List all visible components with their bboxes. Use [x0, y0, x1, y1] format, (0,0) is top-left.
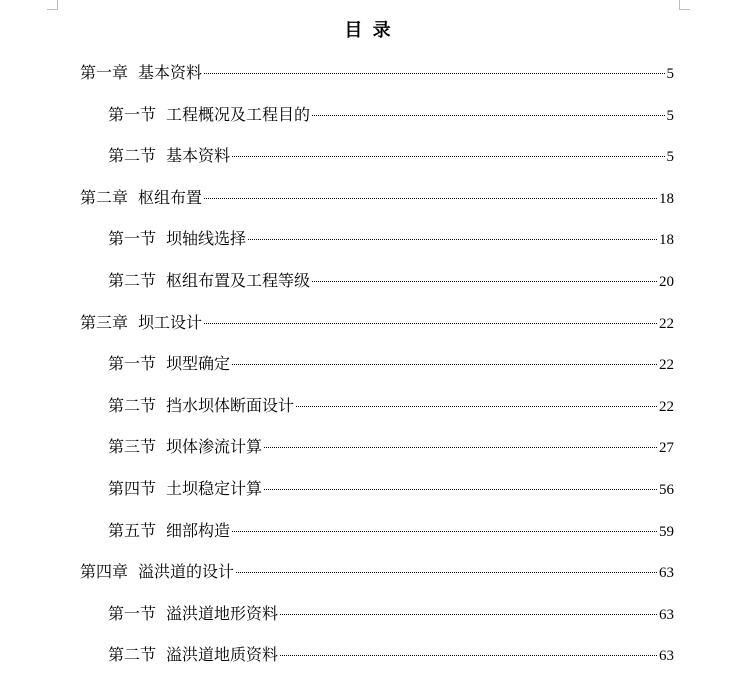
table-of-contents — [80, 58, 674, 682]
toc-entry-section[interactable] — [80, 141, 674, 183]
toc-title: 目 录 — [344, 20, 393, 41]
toc-entry-number: 第二章 — [80, 187, 129, 207]
dot-leader — [312, 115, 664, 116]
toc-entry-text: 挡水坝体断面设计 — [166, 395, 295, 415]
toc-page-number: 27 — [659, 440, 674, 457]
toc-entry-number: 第二节 — [108, 395, 157, 415]
toc-entry-number: 第一节 — [108, 229, 157, 249]
toc-page-number: 56 — [659, 481, 674, 498]
toc-entry-chapter[interactable] — [80, 308, 674, 350]
toc-entry-section[interactable] — [80, 100, 674, 142]
toc-page-number: 5 — [666, 149, 674, 166]
toc-entry-number: 第三章 — [80, 312, 129, 332]
dot-leader — [232, 531, 657, 532]
toc-entry-number: 第一章 — [80, 63, 129, 82]
toc-entry-label — [108, 432, 262, 462]
toc-entry-label — [108, 474, 262, 504]
toc-entry-text: 细部构造 — [166, 520, 231, 540]
toc-entry-section[interactable] — [80, 349, 674, 391]
toc-page-number: 63 — [659, 565, 674, 582]
toc-entry-label — [108, 599, 278, 629]
toc-page-number: 5 — [666, 66, 674, 82]
toc-entry-text: 坝体渗流计算 — [166, 437, 263, 457]
toc-entry-text: 溢洪道的设计 — [138, 562, 235, 582]
dot-leader — [280, 614, 657, 615]
toc-entry-number: 第一节 — [108, 603, 157, 623]
toc-entry-number: 第一节 — [108, 104, 157, 124]
dot-leader — [204, 198, 657, 199]
toc-entry-text: 坝轴线选择 — [166, 229, 247, 249]
dot-leader — [248, 239, 657, 240]
toc-page-number: 63 — [659, 606, 674, 623]
dot-leader — [236, 572, 657, 573]
toc-entry-number: 第一节 — [108, 354, 157, 374]
toc-entry-label — [108, 266, 310, 296]
dot-leader — [312, 281, 657, 282]
toc-entry-text: 溢洪道地形资料 — [166, 603, 279, 623]
dot-leader — [296, 406, 657, 407]
toc-entry-text: 溢洪道地质资料 — [166, 645, 279, 665]
dot-leader — [204, 323, 657, 324]
toc-page-number: 22 — [659, 398, 674, 415]
toc-entry-section[interactable] — [80, 391, 674, 433]
toc-entry-section[interactable] — [80, 599, 674, 641]
dot-leader — [204, 73, 664, 74]
toc-entry-label — [80, 58, 202, 88]
toc-entry-label — [108, 224, 246, 254]
toc-entry-number: 第二节 — [108, 146, 157, 166]
toc-entry-label — [108, 391, 294, 421]
toc-entry-number: 第五节 — [108, 520, 157, 540]
toc-page-number: 5 — [666, 107, 674, 124]
toc-entry-number: 第四节 — [108, 478, 157, 498]
toc-entry-text: 坝工设计 — [138, 312, 203, 332]
toc-entry-text: 枢组布置 — [138, 187, 203, 207]
toc-entry-chapter[interactable] — [80, 183, 674, 225]
toc-entry-label — [108, 100, 310, 130]
dot-leader — [232, 364, 657, 365]
crop-mark-top-left — [47, 9, 58, 10]
toc-page-number: 22 — [659, 357, 674, 374]
toc-entry-section[interactable] — [80, 516, 674, 558]
toc-entry-section[interactable] — [80, 474, 674, 516]
toc-entry-text: 基本资料 — [138, 63, 203, 82]
toc-entry-label — [108, 141, 230, 171]
toc-entry-number: 第三节 — [108, 437, 157, 457]
toc-entry-label — [108, 349, 230, 379]
toc-entry-number: 第二节 — [108, 645, 157, 665]
toc-entry-label — [80, 557, 234, 587]
toc-entry-section[interactable] — [80, 224, 674, 266]
crop-mark-top-right — [679, 9, 690, 10]
toc-page-number: 18 — [659, 232, 674, 249]
toc-page-number: 18 — [659, 190, 674, 207]
toc-entry-chapter[interactable] — [80, 58, 674, 100]
toc-page-number: 59 — [659, 523, 674, 540]
toc-entry-text: 坝型确定 — [166, 354, 231, 374]
toc-entry-label — [108, 640, 278, 670]
toc-entry-label — [80, 183, 202, 213]
dot-leader — [232, 156, 664, 157]
toc-entry-section[interactable] — [80, 640, 674, 682]
toc-entry-section[interactable] — [80, 432, 674, 474]
dot-leader — [264, 447, 657, 448]
dot-leader — [280, 655, 657, 656]
toc-page-number: 20 — [659, 273, 674, 290]
toc-page-number: 63 — [659, 648, 674, 665]
toc-entry-text: 枢组布置及工程等级 — [166, 270, 311, 290]
toc-entry-label — [108, 516, 230, 546]
toc-entry-number: 第二节 — [108, 270, 157, 290]
toc-entry-label — [80, 308, 202, 338]
toc-entry-section[interactable] — [80, 266, 674, 308]
dot-leader — [264, 489, 657, 490]
toc-entry-text: 土坝稳定计算 — [166, 478, 263, 498]
toc-entry-chapter[interactable] — [80, 557, 674, 599]
toc-page-number: 22 — [659, 315, 674, 332]
toc-entry-number: 第四章 — [80, 562, 129, 582]
toc-entry-text: 基本资料 — [166, 146, 231, 166]
toc-entry-text: 工程概况及工程目的 — [166, 104, 311, 124]
